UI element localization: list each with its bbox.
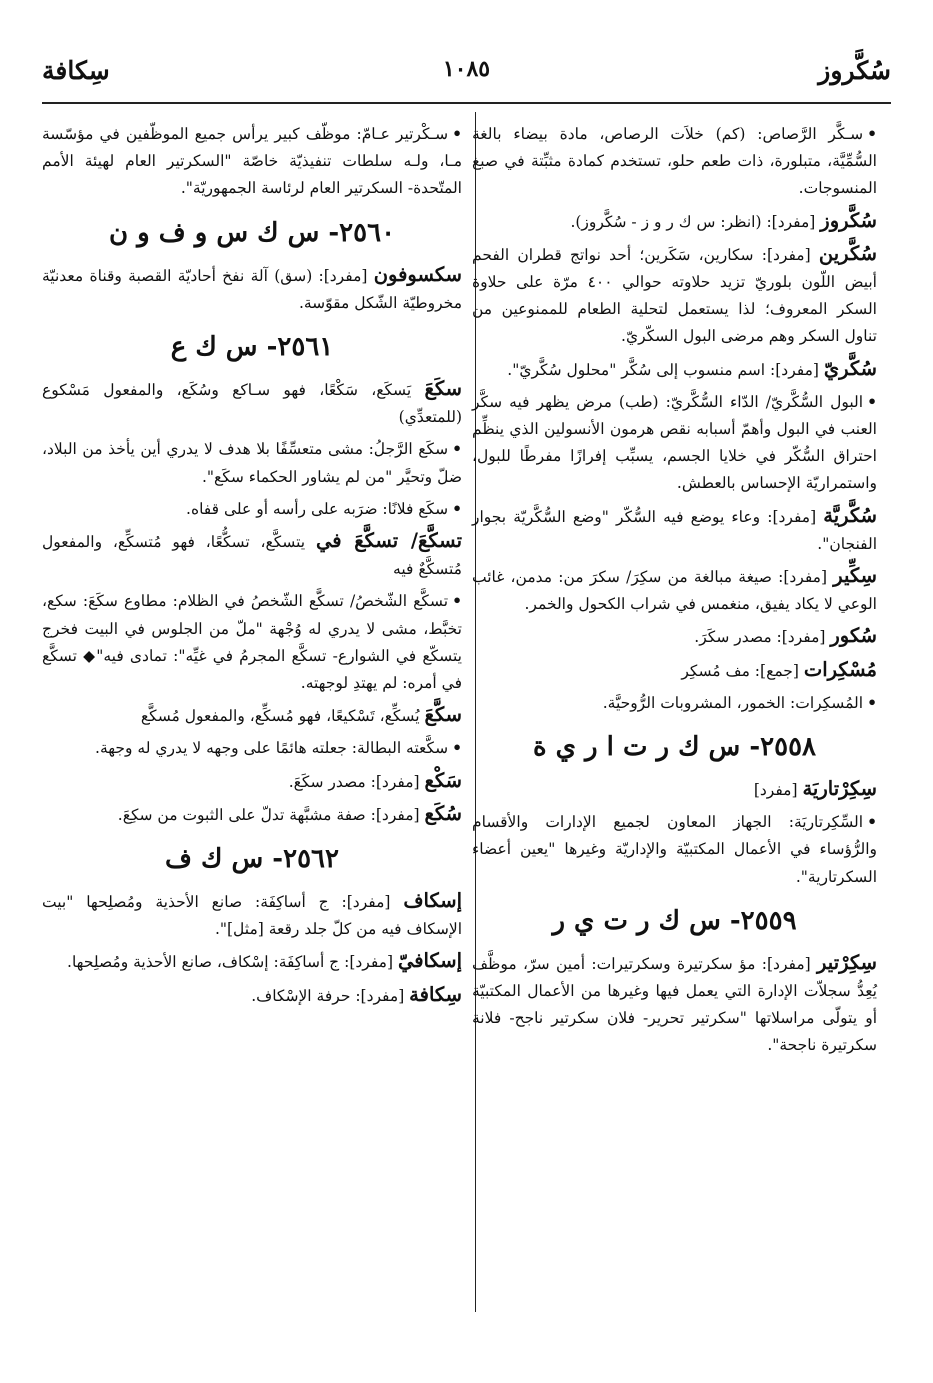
- definition-text: يتسكَّع، تسكُّعًا، فهو مُتسكِّع، والمفعول مُتسكَّعٌ فيه: [42, 533, 462, 579]
- bullet-marker: •: [452, 498, 462, 518]
- headword: سِكافة: [409, 982, 462, 1006]
- bullet-marker: •: [867, 692, 877, 712]
- definition-text: [مفرد]: [753, 781, 803, 800]
- root-heading: ٢٥٦٢- س ك ف: [165, 844, 339, 875]
- definition-text: [مفرد]: (سق) آلة نفخ أحاديّة القصبة وقناة معدنيّة مخروطيّة الشّكل مقوّسة.: [42, 266, 462, 312]
- definition-text: سكَع الرَّجلُ: مشى متعسِّفًا بلا هدف لا يدري أين يأخذ من البلاد، ضلّ وتحيَّر "من لم يشاور الحكماء سكَع".: [42, 440, 462, 486]
- right-column: [472, 120, 877, 1064]
- dictionary-entry: [42, 527, 462, 583]
- dictionary-entry: [472, 689, 877, 717]
- dictionary-entry: [472, 562, 877, 618]
- definition-text: [مفرد]: حرفة الإسْكاف.: [251, 986, 410, 1005]
- definition-text: يُسكِّع، تَسْكيعًا، فهو مُسكِّع، والمفعول مُسكَّع: [140, 707, 425, 726]
- definition-text: [مفرد]: ج أساكِفَة: صانع الأحذية ومُصلِحها "بيت الإسكاف فيه من كلّ جلد رقعة [مثل]".: [42, 893, 462, 939]
- definition-text: [مفرد]: اسم منسوب إلى سُكَّر "محلول سُكَّريّ".: [507, 360, 824, 379]
- headword: مُسْكِرات: [803, 657, 877, 681]
- headword: سُكَّروز: [820, 208, 877, 232]
- dictionary-entry: [42, 587, 462, 697]
- dictionary-entry: [472, 656, 877, 685]
- definition-text: السِّكِرتاريَة: الجهاز المعاون لجميع الإدارات والأقسام والرُّؤساء في الأعمال المكتبيّة والإداريّة وغيرها "يعين أعضاء السكرتارية".: [472, 813, 877, 886]
- headword: إسكاف: [403, 889, 462, 913]
- root-heading: ٢٥٥٨- س ك ر ت ا ر ي ة: [532, 732, 817, 763]
- root-heading: ٢٥٥٩- س ك ر ت ي ر: [552, 905, 797, 936]
- page-header: [42, 52, 891, 102]
- definition-text: [جمع]: مف مُسكِر: [681, 661, 804, 680]
- dictionary-entry: [472, 355, 877, 384]
- bullet-marker: •: [867, 812, 877, 832]
- definition-text: [مفرد]: صيغة مبالغة من سكِرَ/ سكرَ من: مدمن، غائب الوعي لا يكاد يفيق، منغمس في شراب الكحول والخمر.: [472, 568, 877, 614]
- bullet-marker: •: [452, 124, 462, 143]
- header-guide-word-right: سُكَّروز: [818, 56, 891, 85]
- dictionary-entry: [472, 388, 877, 498]
- dictionary-entry: [472, 240, 877, 351]
- dictionary-entry: [472, 120, 877, 203]
- headword: سِكِرْتاريَة: [802, 777, 877, 801]
- header-rule: [42, 102, 891, 104]
- dictionary-entry: [42, 495, 462, 523]
- headword: سِكِرْتير: [817, 950, 877, 974]
- header-guide-word-left: سِكافة: [42, 56, 110, 85]
- headword: سكسوفون: [373, 262, 462, 286]
- definition-text: سكَّعته البطالة: جعلته هائمًا على وجهه لا يدري له وجهة.: [95, 739, 449, 758]
- dictionary-entry: [42, 120, 462, 203]
- headword: سكَّعَ: [424, 703, 462, 727]
- definition-text: [مفرد]: (انظر: س ك ر و ز - سُكَّروز).: [570, 212, 821, 231]
- headword: سُكَّريّ: [823, 356, 877, 380]
- definition-text: يَسكَع، سَكْعًا، فهو سـاكع وسُكَع، والمفعول مَسْكوع (للمتعدِّي): [42, 381, 462, 427]
- headword: تسكَّعَ/ تسكَّعَ في: [315, 529, 463, 553]
- dictionary-entry: [472, 502, 877, 558]
- dictionary-entry: [42, 375, 462, 431]
- root-heading: ٢٥٦١- س ك ع: [170, 332, 334, 363]
- dictionary-entry: [472, 808, 877, 891]
- definition-text: [مفرد]: وعاء يوضع فيه السُّكّر "وضع السُّكَّريّة بجوار الفنجان".: [472, 507, 877, 553]
- definition-text: البول السُّكَّريّ/ الدّاء السُّكَّريّ: (طب) مرض يظهر فيه سكَّر العنب في البول وأهمّ أسبابه نقص هرمون الأنسولين الذي ينظِّم احتراق السُّكّر في خلايا الجسم، يسبِّب إفرازًا مفرطًا للبول، واستمراريّة الإحساس بالعطش.: [472, 392, 877, 493]
- bullet-marker: •: [867, 391, 877, 411]
- definition-text: [مفرد]: مصدر سكَعَ.: [288, 772, 425, 791]
- bullet-marker: •: [867, 124, 877, 143]
- dictionary-entry: [472, 622, 877, 651]
- bullet-marker: •: [452, 439, 462, 459]
- definition-text: تسكَّع الشّخصُ/ تسكَّع الشّخصُ في الظلام: مطاوع سكَعَ: سكع، تخبَّط، مشى لا يدري له وُجْهة "ملّ من الجلوس في البيت فخرج يتسكّع في الشوارع- تسكَّع المجرمُ في غيِّه": تمادى فيه"◆ تسكَّع في أمره: لم يهتدِ لوجهته.: [42, 592, 462, 693]
- definition-text: سـكْرتير عـامّ: موظّف كبير يرأس جميع الموظّفين في مؤسّسة مـا، ولـه سلطات تنفيذيّة خاصّة "السكرتير العام لهيئة الأمم المتّحدة- السكرتير العام لرئاسة الجمهوريّة".: [42, 125, 462, 198]
- headword: سكَعَ: [424, 377, 462, 401]
- dictionary-entry: [42, 435, 462, 490]
- dictionary-entry: [42, 701, 462, 730]
- dictionary-entry: [42, 947, 462, 976]
- dictionary-entry: [472, 949, 877, 1060]
- headword: إسكافيّ: [397, 949, 462, 973]
- bullet-marker: •: [452, 738, 462, 758]
- definition-text: [مفرد]: صفة مشبَّهة تدلّ على الثبوت من سكِعَ.: [117, 805, 425, 824]
- definition-text: [مفرد]: ج أساكِفَة: إسْكاف، صانع الأحذية ومُصلِحها.: [67, 953, 398, 972]
- page-number: ١٠٨٥: [442, 56, 491, 82]
- root-heading: ٢٥٦٠- س ك س و ف و ن: [108, 217, 396, 248]
- headword: سُكَّريَّة: [823, 503, 877, 527]
- definition-text: [مفرد]: مؤ سكرتيرة وسكرتيرات: أمين سرّ، موظَّف يُعِدُّ سجلاّت الإدارة التي يعمل فيها وغيرها من الأعمال المكتبيّة أو يتولّى مراسلاتها "سكرتير تحرير- فلان سكرتير ناجح- فلانة سكرتيرة ناجحة".: [472, 954, 877, 1055]
- headword: سُكَع: [424, 801, 462, 825]
- definition-text: سكَع فلانًا: ضرَبه على رأسه أو على قفاه.: [186, 499, 449, 518]
- headword: سِكِّير: [833, 564, 877, 588]
- dictionary-entry: [42, 734, 462, 762]
- definition-text: [مفرد]: سكارين، سَكَرين؛ أحد نواتج قطران الفحم أبيض اللّون بلوريّ تزيد حلاوته حوالي ٤٠٠ مرّة على حلاوة السكر المعروف؛ لذا يستعمل لتحلية الطعام للممنوعين من تناول السكر وهم مرضى البول السكّريّ.: [472, 245, 877, 346]
- bullet-marker: •: [452, 591, 462, 611]
- dictionary-entry: [42, 887, 462, 943]
- dictionary-entry: [42, 261, 462, 317]
- headword: سَكْع: [424, 768, 462, 792]
- dictionary-entry: [472, 207, 877, 236]
- headword: سُكَّرين: [818, 241, 877, 265]
- dictionary-entry: [42, 767, 462, 796]
- dictionary-entry: [472, 775, 877, 804]
- headword: سُكور: [830, 624, 877, 648]
- dictionary-entry: [42, 981, 462, 1010]
- left-column: [42, 120, 462, 1014]
- definition-text: سـكَّر الرَّصاص: (كم) خلاَت الرصاص، مادة بيضاء بالغة السُّمِّيَّة، متبلورة، ذات طعم حلو، تستخدم كمادة مثبِّتة في صبغ المنسوجات.: [472, 125, 877, 198]
- definition-text: المُسكِرات: الخمور، المشروبات الرُّوحيَّة.: [602, 693, 864, 712]
- definition-text: [مفرد]: مصدر سكَرَ.: [694, 628, 831, 647]
- dictionary-entry: [42, 800, 462, 829]
